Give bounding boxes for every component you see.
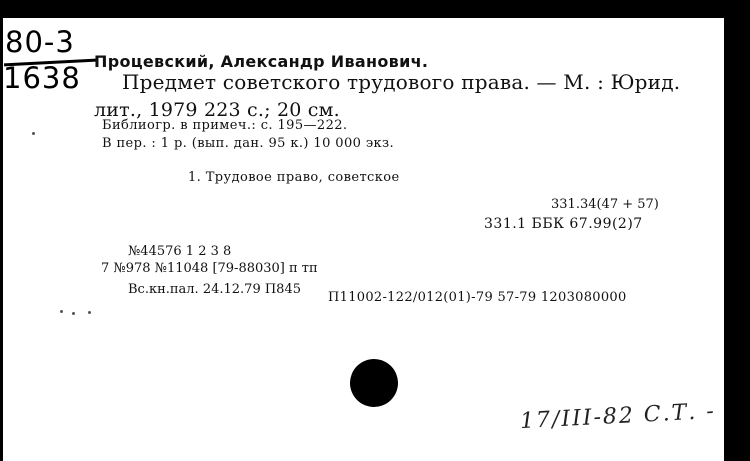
title-line-1: Предмет советского трудового права. — М. : Юрид.	[122, 70, 681, 94]
punch-hole	[350, 359, 398, 407]
book-chamber-line: Вс.кн.пал. 24.12.79 П845	[128, 282, 301, 297]
ink-speck	[88, 311, 91, 314]
bibliography-note: Библиогр. в примеч.: с. 195—222.	[102, 118, 348, 133]
ink-speck	[72, 312, 75, 315]
inventory-line-1: №44576 1 2 3 8	[128, 244, 232, 259]
handwritten-note: 17/III-82 С.Т. -	[519, 398, 717, 435]
inventory-line-2: 7 №978 №11048 [79-88030] п тп	[101, 261, 318, 276]
ink-speck	[60, 310, 63, 313]
ink-speck	[32, 132, 35, 135]
subject-heading: 1. Трудовое право, советское	[188, 170, 400, 185]
price-edition-line: В пер. : 1 р. (вып. дан. 95 к.) 10 000 экз.	[102, 136, 395, 151]
title-line-2: лит., 1979 223 с.; 20 см.	[94, 99, 340, 121]
shelf-mark-bottom: 1638	[3, 61, 81, 95]
udk-code: 331.34(47 + 57)	[551, 197, 659, 212]
order-code: П11002-122/012(01)-79 57-79 1203080000	[328, 290, 627, 305]
author-heading: Процевский, Александр Иванович.	[94, 52, 429, 71]
shelf-mark-top: 80-3	[5, 25, 75, 59]
bbk-code: 331.1 ББК 67.99(2)7	[484, 216, 643, 232]
